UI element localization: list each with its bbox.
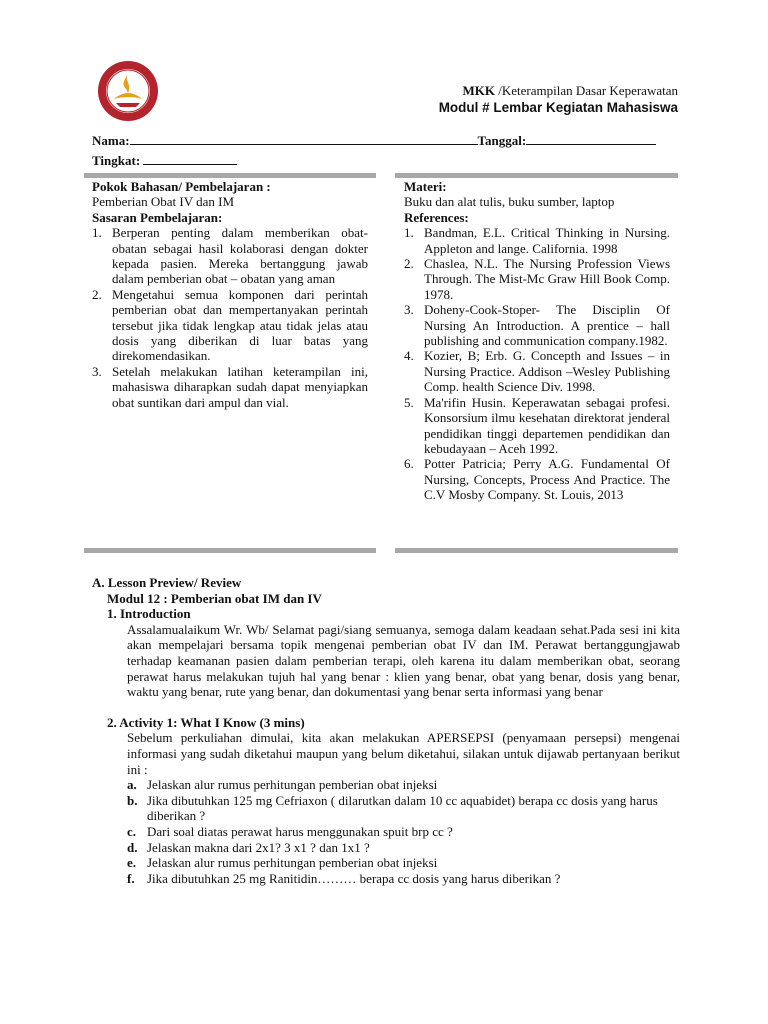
- list-item: 5. Ma'rifin Husin. Keperawatan sebagai profesi. Konsorsium ilmu kesehatan direktorat jenderal pendidikan tinggi departemen pendidikan dan kebudayaan – Aceh 1992.: [404, 394, 670, 456]
- intro-text: Assalamualaikum Wr. Wb/ Selamat pagi/siang semuanya, semoga dalam keadaan sehat.Pada sesi ini kita akan mempelajari bersama topik mengenai pemberian obat IV dan IM. Perawat bertanggungjawab terhadap keamanan pasien dalam pemberian terapi, oleh karena itu dalam memberikan obat, seorang perawat harus melakukan tujuh hal yang benar : klien yang benar, obat yang benar, dosis yang benar, waktu yang benar, rute yang benar, dan dokumentasi yang benar serta informasi yang benar: [127, 621, 680, 700]
- references-list: [404, 225, 670, 502]
- list-item: a. Jelaskan alur rumus perhitungan pemberian obat injeksi: [127, 777, 438, 793]
- tingkat-field: [92, 153, 237, 169]
- course-name: /Keterampilan Dasar Keperawatan: [498, 83, 678, 98]
- left-column: [92, 179, 368, 410]
- tanggal-label: Tanggal:: [477, 133, 527, 148]
- tingkat-line: [143, 153, 237, 165]
- course-header: [330, 83, 678, 99]
- spacer: [92, 700, 680, 715]
- left-bottom-divider: [84, 548, 376, 553]
- pokok-heading: Pokok Bahasan/ Pembelajaran :: [92, 179, 271, 194]
- seal-icon: [96, 59, 160, 123]
- intro-heading: 1. Introduction: [107, 606, 191, 622]
- course-code: MKK: [462, 83, 495, 98]
- references-heading: References:: [404, 209, 469, 225]
- tingkat-label: Tingkat:: [92, 153, 141, 168]
- materi-value: Buku dan alat tulis, buku sumber, laptop: [404, 194, 615, 210]
- lesson-section: [92, 575, 680, 886]
- institution-logo: [96, 59, 160, 123]
- module-title: Modul # Lembar Kegiatan Mahasiswa: [438, 100, 678, 115]
- nama-field: [92, 133, 656, 149]
- list-item: d. Jelaskan makna dari 2x1? 3 x1 ? dan 1x1 ?: [127, 839, 370, 855]
- left-top-divider: [84, 173, 376, 178]
- tanggal-line: [526, 133, 656, 145]
- sasaran-list: [92, 225, 368, 410]
- right-column: [404, 179, 670, 503]
- list-item: c. Dari soal diatas perawat harus menggunakan spuit brp cc ?: [127, 823, 453, 839]
- modul-title: Modul 12 : Pemberian obat IM dan IV: [107, 590, 322, 606]
- nama-label: Nama:: [92, 133, 130, 148]
- list-item: e. Jelaskan alur rumus perhitungan pemberian obat injeksi: [127, 855, 438, 871]
- list-item: 2. Chaslea, N.L. The Nursing Profession Views Through. The Mist-Mc Graw Hill Book Comp. 1978.: [404, 256, 670, 302]
- sasaran-heading: Sasaran Pembelajaran:: [92, 209, 223, 225]
- nama-line: [130, 133, 478, 145]
- list-item: f. Jika dibutuhkan 25 mg Ranitidin……… berapa cc dosis yang harus diberikan ?: [127, 870, 561, 886]
- materi-heading: Materi:: [404, 179, 447, 194]
- list-item: 3. Doheny-Cook-Stoper- The Disciplin Of Nursing An Introduction. A prentice – hall publishing and communication company.1982.: [404, 302, 670, 349]
- question-list: [92, 777, 680, 886]
- list-item: 6. Potter Patricia; Perry A.G. Fundamental Of Nursing, Concepts, Process And Practice. The C.V Mosby Company. St. Louis, 2013: [404, 456, 670, 503]
- list-item: 1. Bandman, E.L. Critical Thinking in Nursing. Appleton and lange. California. 1998: [404, 225, 670, 256]
- list-item: 3. Setelah melakukan latihan keterampilan ini, mahasiswa diharapkan sudah dapat menyiapkan obat suntikan dari ampul dan vial.: [92, 363, 368, 410]
- list-item: b. Jika dibutuhkan 125 mg Cefriaxon ( dilarutkan dalam 10 cc aquabidet) berapa cc dosis yang harus diberikan ?: [127, 792, 658, 824]
- list-item: 1. Berperan penting dalam memberikan obat-obatan sebagai hasil kolaborasi dengan dokter kepada pasien. Mereka bertanggung jawab dalam pemberian obat – obatan yang aman: [92, 225, 368, 287]
- right-bottom-divider: [395, 548, 678, 553]
- pokok-value: Pemberian Obat IV dan IM: [92, 194, 235, 210]
- list-item: 2. Mengetahui semua komponen dari perintah pemberian obat dan mempertanyakan perintah tersebut jika tidak lengkap atau tidak jelas atau dosis yang diberikan di luar batas yang direkomendasikan.: [92, 286, 368, 364]
- right-top-divider: [395, 173, 678, 178]
- list-item: 4. Kozier, B; Erb. G. Concepth and Issues – in Nursing Practice. Addison –Wesley Publishing Comp. health Science Div. 1998.: [404, 348, 670, 395]
- section-a-title: A. Lesson Preview/ Review: [92, 575, 242, 590]
- activity-text: Sebelum perkuliahan dimulai, kita akan melakukan APERSEPSI (penyamaan persepsi) mengenai informasi yang sudah diketahui maupun yang belum diketahui, silakan untuk dijawab pertanyaan berikut ini :: [127, 730, 680, 777]
- activity-heading: 2. Activity 1: What I Know (3 mins): [107, 714, 305, 730]
